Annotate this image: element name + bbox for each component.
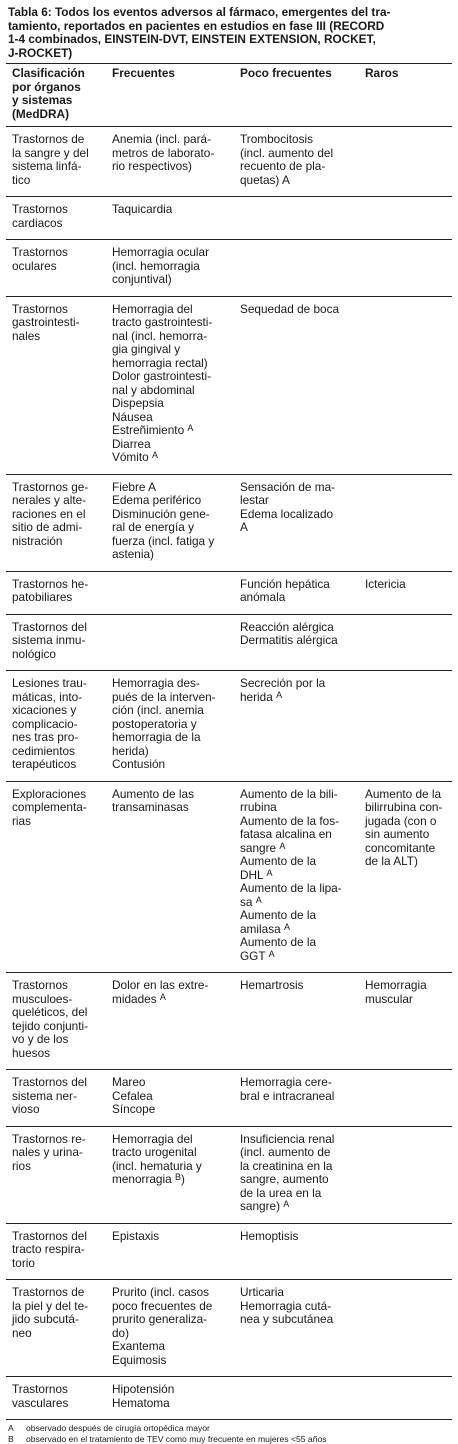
organ-cell: Exploraciones complementa- rias: [12, 786, 87, 828]
frequent-cell: [106, 781, 234, 973]
rare-cell: [359, 1070, 452, 1127]
frequent-cell: [106, 127, 234, 197]
event-item: [112, 1354, 228, 1368]
event-item: [112, 203, 228, 217]
event-item: [112, 370, 228, 397]
event-item: [112, 1230, 228, 1244]
event-text: Dispepsia: [112, 396, 164, 410]
organ-cell: Trastornos del tracto respira- torio: [12, 1228, 87, 1270]
table-title: Tabla 6: Todos los eventos adversos al fármaco, emergentes del tra- tamiento, reportados en pacientes en estudios en fase III (RECORD 1-4 combinados, EINSTEIN-DVT, EINSTEIN EXTENSION, ROCKET, J-ROCKET): [8, 5, 391, 60]
uncommon-cell: [234, 671, 359, 782]
table-row: [6, 571, 452, 614]
rare-cell: [359, 671, 452, 782]
frequent-cell: [106, 1126, 234, 1223]
rare-cell: [359, 1126, 452, 1223]
uncommon-cell: [234, 571, 359, 614]
rare-cell: [359, 571, 452, 614]
event-item: [240, 882, 353, 909]
table-row: [6, 1377, 452, 1420]
organ-cell: Trastornos vasculares: [12, 1382, 69, 1410]
event-text: Prurito (incl. casos poco frecuentes de prurito generaliza- do): [112, 1285, 213, 1340]
event-item: [240, 133, 353, 187]
event-text: Epistaxis: [112, 1228, 160, 1243]
event-text: Función hepática anómala: [240, 576, 330, 604]
rare-cell: [359, 781, 452, 973]
event-text: Síncope: [112, 1102, 156, 1116]
event-item: [112, 397, 228, 411]
event-item: [112, 424, 228, 438]
event-item: [112, 494, 228, 508]
event-item: [365, 578, 446, 592]
event-text: Aumento de la DHL: [240, 854, 317, 882]
table-row: [6, 240, 452, 297]
event-item: [240, 1286, 353, 1300]
event-text: Edema localizado A: [240, 506, 334, 534]
event-item: [112, 246, 228, 287]
footnote-marker: A: [152, 450, 159, 460]
event-text: Hemorragia des- pués de la interven- ción (incl. anemia postoperatoria y hemorragia de la herida): [112, 676, 216, 758]
event-text: Hemorragia del tracto gastrointesti- nal (incl. hemorra- gia gingival y hemorragia rectal): [112, 301, 213, 370]
event-text: Sequedad de boca: [240, 301, 340, 316]
frequent-cell: [106, 1377, 234, 1420]
event-text: Aumento de las transaminasas: [112, 786, 194, 814]
rare-cell: [359, 240, 452, 297]
table-row: [6, 1280, 452, 1377]
table-row: [6, 197, 452, 240]
event-item: [112, 133, 228, 174]
event-text: Hemorragia cutá- nea y subcutánea: [240, 1298, 334, 1326]
event-text: Reacción alérgica: [240, 619, 334, 634]
rare-cell: [359, 127, 452, 197]
event-text: Hemorragia ocular (incl. hemorragia conjuntival): [112, 245, 210, 286]
table-row: [6, 973, 452, 1070]
event-item: [112, 1103, 228, 1117]
rare-cell: [359, 296, 452, 474]
organ-cell: Trastornos del sistema inmu- nológico: [12, 619, 87, 661]
organ-cell: Trastornos re- nales y urina- rios: [12, 1131, 86, 1173]
event-item: [240, 1076, 353, 1103]
uncommon-cell: [234, 296, 359, 474]
event-item: [240, 1230, 353, 1244]
event-text: Hemoptisis: [240, 1228, 299, 1243]
organ-cell: Trastornos oculares: [12, 245, 68, 273]
event-text: Hipotensión: [112, 1382, 175, 1396]
event-text: Anemia (incl. pará- metros de laborato- rio respectivos): [112, 132, 215, 173]
uncommon-cell: [234, 973, 359, 1070]
organ-cell: Trastornos ge- nerales y alte- raciones en el sitio de admi- nistración: [12, 479, 89, 548]
event-item: [240, 481, 353, 508]
frequent-cell: [106, 197, 234, 240]
event-item: [240, 855, 353, 882]
event-item: [112, 1383, 228, 1397]
rare-cell: [359, 1280, 452, 1377]
event-item: [365, 788, 446, 869]
frequent-cell: [106, 973, 234, 1070]
footnote-text: observado después de cirugía ortopédica mayor: [26, 1423, 210, 1433]
event-item: [240, 909, 353, 936]
organ-cell: Trastornos del sistema ner- vioso: [12, 1075, 87, 1116]
header-frequent: Frecuentes: [112, 66, 175, 80]
frequent-cell: [106, 571, 234, 614]
event-text: Hemorragia muscular: [365, 978, 427, 1006]
event-item: [240, 621, 353, 635]
organ-cell: Trastornos musculoes- queléticos, del tejido conjunti- vo y de los huesos: [12, 978, 89, 1060]
rare-cell: [359, 614, 452, 671]
event-text: Náusea: [112, 409, 153, 424]
event-text: Cefalea: [112, 1088, 153, 1103]
event-text: Taquicardia: [112, 202, 173, 216]
event-text: Secreción por la herida: [240, 676, 326, 704]
footnote-marker: A: [159, 991, 166, 1002]
event-item: [112, 1286, 228, 1340]
event-item: [112, 411, 228, 425]
footnote-marker: A: [268, 948, 275, 959]
event-text: Ictericia: [365, 576, 406, 591]
table-row: [6, 1223, 452, 1280]
uncommon-cell: [234, 240, 359, 297]
event-text: Hemorragia cere- bral e intracraneal: [240, 1075, 335, 1103]
event-item: [240, 1133, 353, 1214]
frequent-cell: [106, 1070, 234, 1127]
event-text: Exantema: [112, 1339, 166, 1353]
event-item: [240, 979, 353, 993]
event-item: [240, 508, 353, 535]
event-text: Edema periférico: [112, 493, 202, 507]
footnote-marker: A: [187, 423, 194, 433]
frequent-cell: [106, 474, 234, 571]
organ-cell: Trastornos de la sangre y del sistema linfá- tico: [12, 132, 89, 187]
uncommon-cell: [234, 1126, 359, 1223]
event-text: Sensación de ma- lestar: [240, 479, 336, 507]
header-rare: Raros: [365, 66, 399, 80]
event-item: [112, 481, 228, 495]
footnote-marker: B: [174, 1172, 181, 1182]
table-row: [6, 127, 452, 197]
event-item: [112, 1076, 228, 1090]
rare-cell: [359, 973, 452, 1070]
event-text: Aumento de la bilirrubina con- jugada (con o sin aumento concomitante de la ALT): [365, 786, 443, 868]
event-text: Diarrea: [112, 436, 151, 451]
rare-cell: [359, 1377, 452, 1420]
event-item: [112, 1397, 228, 1411]
rare-cell: [359, 474, 452, 571]
event-text: Fiebre A: [112, 479, 156, 494]
footnote: [8, 1423, 452, 1434]
uncommon-cell: [234, 474, 359, 571]
event-text: Hemorragia del tracto urogenital (incl. hematuria y menorragia: [112, 1131, 202, 1186]
event-item: [365, 979, 446, 1006]
footnote-key: B: [8, 1433, 14, 1444]
frequent-cell: [106, 614, 234, 671]
adverse-events-table: [6, 64, 452, 1419]
event-item: [112, 1090, 228, 1104]
event-text: Urticaria: [240, 1285, 284, 1299]
event-text: Aumento de la GGT: [240, 935, 317, 963]
event-item: [112, 451, 228, 465]
rare-cell: [359, 1223, 452, 1280]
event-text-suffix: ): [180, 1172, 185, 1186]
footnote-marker: A: [283, 1199, 290, 1209]
table-row: [6, 614, 452, 671]
event-text: Insuficiencia renal (incl. aumento de la creatinina en la sangre, aumento de la urea en la sangre): [240, 1131, 335, 1213]
table-body: [6, 127, 452, 1420]
event-text: Trombocitosis (incl. aumento del recuento de pla- quetas) A: [240, 132, 334, 187]
organ-cell: Trastornos cardiacos: [12, 202, 68, 230]
event-text: Aumento de la bili- rrubina: [240, 786, 338, 814]
event-text: Hemartrosis: [240, 978, 304, 992]
event-item: [112, 1340, 228, 1354]
uncommon-cell: [234, 1070, 359, 1127]
frequent-cell: [106, 671, 234, 782]
event-text: Hematoma: [112, 1395, 170, 1410]
event-text: Dolor gastrointesti- nal y abdominal: [112, 369, 212, 397]
document-page: [6, 6, 452, 1444]
table-row: [6, 781, 452, 973]
frequent-cell: [106, 1223, 234, 1280]
uncommon-cell: [234, 1377, 359, 1420]
event-item: [240, 677, 353, 704]
footnote-marker: A: [266, 867, 273, 878]
table-row: [6, 671, 452, 782]
event-item: [112, 788, 228, 815]
footnote-key: A: [8, 1423, 14, 1433]
event-text: Aumento de la amilasa: [240, 908, 317, 936]
event-text: Aumento de la fos- fatasa alcalina en sangre: [240, 813, 340, 855]
table-row: [6, 1070, 452, 1127]
event-item: [240, 303, 353, 317]
event-item: [112, 508, 228, 562]
footnote: [8, 1434, 452, 1444]
organ-cell: Trastornos he- patobiliares: [12, 576, 89, 604]
event-text: Disminución gene- ral de energía y fuerza (incl. fatiga y astenia): [112, 506, 215, 561]
event-text: Mareo: [112, 1075, 146, 1089]
uncommon-cell: [234, 197, 359, 240]
uncommon-cell: [234, 614, 359, 671]
event-text: Equimosis: [112, 1352, 167, 1367]
event-item: [112, 677, 228, 758]
event-item: [112, 979, 228, 1006]
event-item: [112, 303, 228, 371]
event-text: Dolor en las extre- midades: [112, 978, 209, 1006]
event-text: Vómito: [112, 450, 149, 464]
header-organ-class: Clasificación por órganos y sistemas (MedDRA): [12, 66, 85, 121]
footnote-marker: A: [276, 689, 283, 700]
uncommon-cell: [234, 1223, 359, 1280]
organ-cell: Lesiones trau- máticas, into- xicaciones y complicacio- nes tras pro- cedimientos terapéuticos: [12, 676, 87, 771]
footnote-text: observado en el tratamiento de TEV como muy frecuente en mujeres <55 años: [26, 1433, 327, 1444]
event-item: [112, 1133, 228, 1187]
event-text: Estreñimiento: [112, 423, 185, 437]
event-item: [112, 438, 228, 452]
event-text: Dermatitis alérgica: [240, 633, 338, 647]
event-item: [112, 758, 228, 772]
table-row: [6, 296, 452, 474]
footnote-marker: A: [283, 921, 290, 932]
table-header: [6, 64, 452, 127]
event-text: Contusión: [112, 757, 166, 771]
frequent-cell: [106, 296, 234, 474]
table-row: [6, 474, 452, 571]
uncommon-cell: [234, 127, 359, 197]
event-item: [240, 578, 353, 605]
uncommon-cell: [234, 781, 359, 973]
event-item: [240, 815, 353, 856]
frequent-cell: [106, 240, 234, 297]
uncommon-cell: [234, 1280, 359, 1377]
header-uncommon: Poco frecuentes: [240, 66, 332, 80]
event-text: Aumento de la lipa- sa: [240, 881, 342, 909]
footnotes: [6, 1420, 452, 1444]
frequent-cell: [106, 1280, 234, 1377]
table-row: [6, 1126, 452, 1223]
rare-cell: [359, 197, 452, 240]
event-item: [240, 936, 353, 963]
event-item: [240, 634, 353, 648]
footnote-marker: A: [255, 894, 262, 905]
event-item: [240, 788, 353, 815]
organ-cell: Trastornos de la piel y del te- jido subcutá- neo: [12, 1285, 89, 1340]
organ-cell: Trastornos gastrointesti- nales: [12, 301, 80, 343]
footnote-marker: A: [279, 840, 286, 851]
event-item: [240, 1300, 353, 1327]
